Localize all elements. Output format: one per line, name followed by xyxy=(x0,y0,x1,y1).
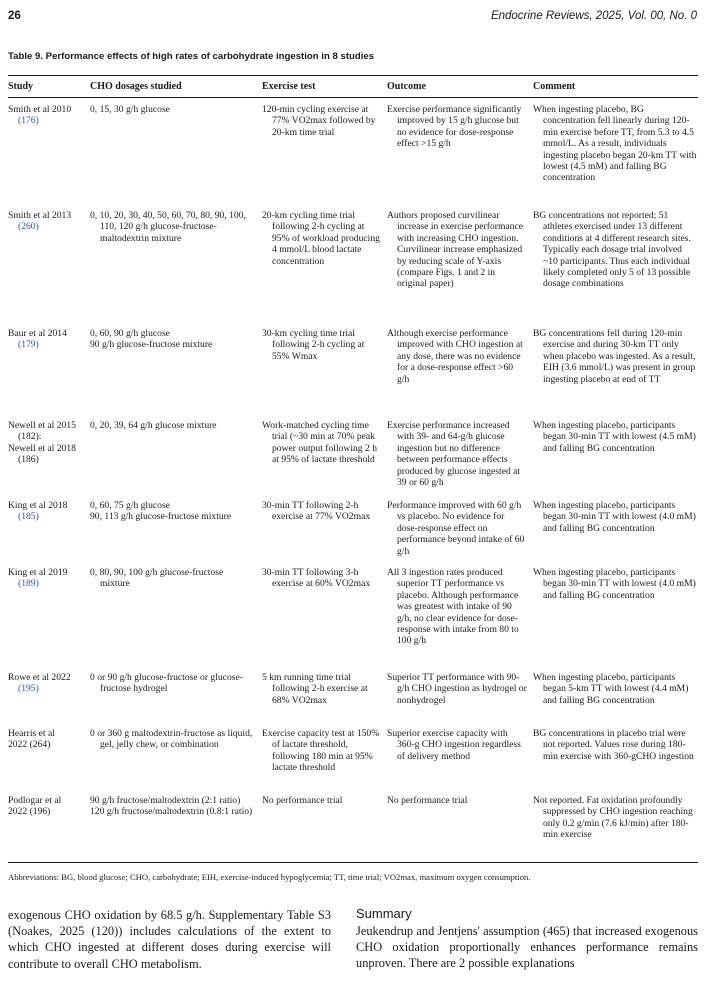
table-row-5-exercise: 30-min TT following 2-h exercise at 77% VO2max xyxy=(262,500,371,523)
table-row-6-outcome: All 3 ingestion rates produced superior TT performance vs placebo. Although performance was greatest with intake of 90 g/h, no clear evidence for dose-response with intake from 80 to 100 g/h xyxy=(387,567,519,647)
summary-paragraph: Jeukendrup and Jentjens' assumption (465) that increased exogenous CHO oxidation proportionally enhances performance remains unproven. There are 2 possible explanations xyxy=(356,924,698,971)
table-row-1-dosages: 0, 15, 30 g/h glucose xyxy=(90,104,170,115)
table-bottom-rule xyxy=(8,862,698,863)
table-row-5-dosages: 0, 60, 75 g/h glucose 90, 113 g/h glucose-fructose mixture xyxy=(90,500,232,523)
col-header-study: Study xyxy=(8,81,34,92)
table-row-6-comment: When ingesting placebo, participants began 30-min TT with lowest (4.0 mM) and falling BG concentration xyxy=(533,567,696,601)
ref-link[interactable]: (176) xyxy=(18,115,39,127)
ref-link[interactable]: (260) xyxy=(18,221,39,233)
table-row-8-exercise: Exercise capacity test at 150% of lactate threshold, following 180 min at 95% lactate threshold xyxy=(262,728,380,774)
table-row-5-comment: When ingesting placebo, participants began 30-min TT with lowest (4.0 mM) and falling BG concentration xyxy=(533,500,696,534)
table-row-8-outcome: Superior exercise capacity with 360-g CHO ingestion regardless of delivery method xyxy=(387,728,521,762)
table-abbreviations: Abbreviations: BG, blood glucose; CHO, carbohydrate; EIH, exercise-induced hypoglycemia; TT, time trial; VO2max, maximum oxygen consumption. xyxy=(8,872,531,882)
ref-link[interactable]: (195) xyxy=(18,683,39,695)
col-header-outcome: Outcome xyxy=(387,81,426,92)
table-row-1-comment: When ingesting placebo, BG concentration fell linearly during 120-min exercise before TT, from 5.3 to 4.5 mmol/L. As a result, individuals ingesting placebo began 20-km TT with lowest (4.5 mM) and falling BG concentration xyxy=(533,104,697,184)
left-column-paragraph: exogenous CHO oxidation by 68.5 g/h. Supplementary Table S3 (Noakes, 2025 (120)) includes calculations of the extent to which CHO ingested at different doses during exercise will contribute to overall CHO metabolism. xyxy=(8,908,331,971)
table-row-4-study: Newell et al 2015 (182): Newell et al 2018 (186) xyxy=(8,420,76,466)
table-header-rule xyxy=(8,97,698,98)
table-row-8-study: Hearris et al 2022 (264) xyxy=(8,728,55,751)
journal-title: Endocrine Reviews, 2025, Vol. 00, No. 0 xyxy=(490,10,697,22)
table-row-9-study: Podlogar et al 2022 (196) xyxy=(8,795,62,818)
table-row-5-outcome: Performance improved with 60 g/h vs placebo. No evidence for dose-response effect on performance beyond intake of 60 g/h xyxy=(387,500,525,557)
table-row-9-dosages: 90 g/h fructose/maltodextrin (2:1 ratio) 120 g/h fructose/maltodextrin (0.8:1 ratio) xyxy=(90,795,253,818)
table-row-3-exercise: 30-km cycling time trial following 2-h cycling at 55% Wmax xyxy=(262,328,365,362)
table-row-9-comment: Not reported. Fat oxidation profoundly suppressed by CHO ingestion reaching only 0.2 g/min (7.6 kJ/min) after 180-min exercise xyxy=(533,795,693,841)
table-row-7-study: Rowe et al 2022 (195) xyxy=(8,672,88,695)
table-top-rule xyxy=(8,75,698,76)
table-row-3-dosages: 0, 60, 90 g/h glucose 90 g/h glucose-fructose mixture xyxy=(90,328,213,351)
table-row-7-outcome: Superior TT performance with 90-g/h CHO ingestion as hydrogel or nonhydrogel xyxy=(387,672,527,706)
table-row-2-comment: BG concentrations not reported; 51 athletes exercised under 13 different conditions at 4 different research sites. Typically each dosage trial involved ~10 participants. Thus each individual likely completed only 5 of 13 possible dosage combinations xyxy=(533,210,691,290)
table-row-9-exercise: No performance trial xyxy=(262,795,343,806)
summary-heading: Summary xyxy=(356,906,412,921)
ref-link[interactable]: (189) xyxy=(18,578,39,590)
col-header-exercise: Exercise test xyxy=(262,81,316,92)
table-row-7-comment: When ingesting placebo, participants began 5-km TT with lowest (4.4 mM) and falling BG concentration xyxy=(533,672,689,706)
table-row-4-outcome: Exercise performance increased with 39- and 64-g/h glucose ingestion but no difference between performance effects produced by glucose ingested at 39 or 60 g/h xyxy=(387,420,521,489)
table-row-2-dosages: 0, 10, 20, 30, 40, 50, 60, 70, 80, 90, 100, 110, 120 g/h glucose-fructose-maltodextrin mixture xyxy=(90,210,246,244)
ref-link[interactable]: (179) xyxy=(18,339,39,351)
table-row-3-study: Baur et al 2014 (179) xyxy=(8,328,88,351)
table-row-1-outcome: Exercise performance significantly improved by 15 g/h glucose but no evidence for dose-response effect >15 g/h xyxy=(387,104,522,150)
table-row-3-comment: BG concentrations fell during 120-min exercise and during 30-km TT only when placebo was ingested. As a result, EIH (3.6 mmol/L) was present in group ingesting placebo at end of TT xyxy=(533,328,696,385)
table-row-2-outcome: Authors proposed curvilinear increase in exercise performance with increasing CHO ingestion. Curvilinear increase emphasized by reducing scale of Y-axis (compare Figs. 1 and 2 in original paper) xyxy=(387,210,523,290)
table-row-8-dosages: 0 or 360 g maltodextrin-fructose as liquid, gel, jelly chew, or combination xyxy=(90,728,253,751)
table-row-6-exercise: 30-min TT following 3-h exercise at 60% VO2max xyxy=(262,567,371,590)
col-header-comment: Comment xyxy=(533,81,576,92)
table-row-2-exercise: 20-km cycling time trial following 2-h cycling at 95% of workload producing 4 mmol/L blood lactate concentration xyxy=(262,210,380,267)
table-row-3-outcome: Although exercise performance improved with CHO ingestion at any dose, there was no evidence for a dose-response effect >60 g/h xyxy=(387,328,523,385)
table-row-8-comment: BG concentrations in placebo trial were not reported. Values rose during 180-min exercise with 360-gCHO ingestion xyxy=(533,728,694,762)
table-row-6-dosages: 0, 80, 90, 100 g/h glucose-fructose mixture xyxy=(90,567,224,590)
page-header xyxy=(8,10,697,26)
ref-link[interactable]: (185) xyxy=(18,511,39,523)
table-row-4-comment: When ingesting placebo, participants began 30-min TT with lowest (4.5 mM) and falling BG concentration xyxy=(533,420,696,454)
table-row-6-study: King et al 2019 (189) xyxy=(8,567,88,590)
table-row-4-exercise: Work-matched cycling time trial (~30 min at 70% peak power output following 2 h at 95% of lactate threshold xyxy=(262,420,377,466)
table-row-7-dosages: 0 or 90 g/h glucose-fructose or glucose-fructose hydrogel xyxy=(90,672,243,695)
table-row-5-study: King et al 2018 (185) xyxy=(8,500,88,523)
table-row-1-exercise: 120-min cycling exercise at 77% VO2max followed by 20-km time trial xyxy=(262,104,376,138)
table-row-4-dosages: 0, 20, 39, 64 g/h glucose mixture xyxy=(90,420,217,431)
table-row-7-exercise: 5 km running time trial following 2-h exercise at 68% VO2max xyxy=(262,672,368,706)
table-caption: Table 9. Performance effects of high rates of carbohydrate ingestion in 8 studies xyxy=(8,51,375,62)
col-header-dosages: CHO dosages studied xyxy=(90,81,182,92)
table-row-1-study: Smith et al 2010 (176) xyxy=(8,104,88,127)
page-number: 26 xyxy=(8,10,21,22)
table-row-2-study: Smith et al 2013 (260) xyxy=(8,210,88,233)
table-row-9-outcome: No performance trial xyxy=(387,795,468,806)
